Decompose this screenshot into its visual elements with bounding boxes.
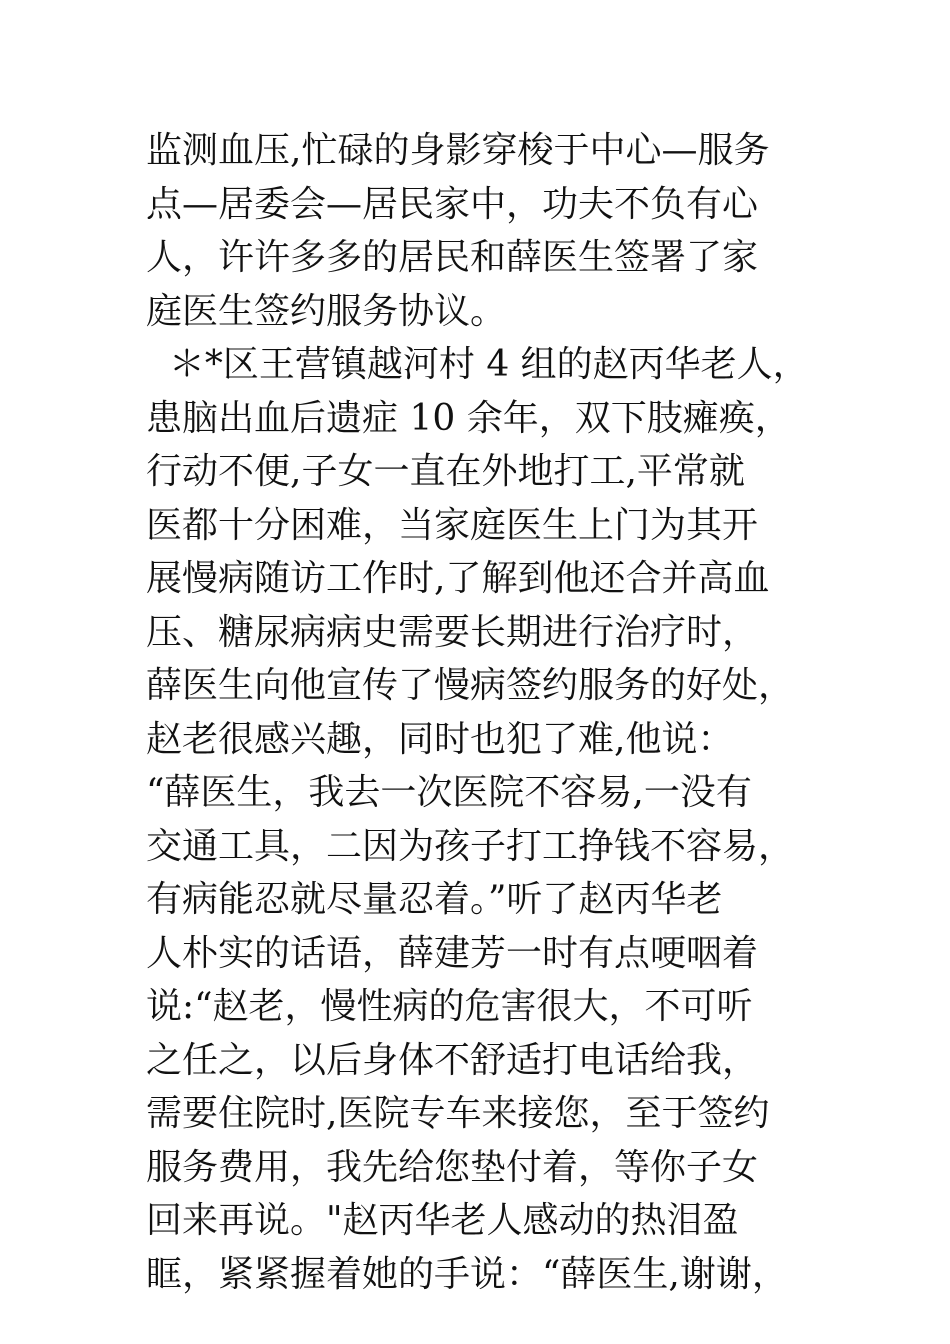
text-line: 赵老很感兴趣，同时也犯了难,他说： bbox=[146, 718, 734, 760]
text-line: “薛医生，我去一次医院不容易,一没有 bbox=[146, 772, 752, 813]
text-line: 眶，紧紧握着她的手说：“薛医生,谢谢， bbox=[146, 1253, 788, 1295]
text-line: 人朴实的话语，薛建芳一时有点哽咽着 bbox=[146, 932, 759, 974]
text-line: 压、糖尿病病史需要长期进行治疗时， bbox=[146, 611, 759, 653]
text-line: 交通工具，二因为孩子打工挣钱不容易， bbox=[146, 825, 795, 867]
body-text bbox=[146, 124, 846, 1301]
text-line: 监测血压,忙碌的身影穿梭于中心—服务 bbox=[146, 130, 770, 171]
text-line: 之任之，以后身体不舒适打电话给我， bbox=[146, 1039, 759, 1081]
text-line: 人，许许多多的居民和薛医生签署了家 bbox=[146, 237, 759, 278]
text-line: 展慢病随访工作时,了解到他还合并高血 bbox=[146, 558, 770, 599]
text-line: 薛医生向他宣传了慢病签约服务的好处， bbox=[146, 665, 795, 706]
text-line: 医都十分困难，当家庭医生上门为其开 bbox=[146, 504, 759, 546]
text-line: 需要住院时,医院专车来接您，至于签约 bbox=[146, 1093, 770, 1134]
text-line: 服务费用，我先给您垫付着，等你子女 bbox=[146, 1146, 759, 1188]
text-line: 庭医生签约服务协议。 bbox=[146, 290, 507, 332]
text-line: 回来再说。"赵丙华老人感动的热泪盈 bbox=[146, 1200, 739, 1241]
text-line: 有病能忍就尽量忍着。”听了赵丙华老 bbox=[146, 879, 723, 920]
text-line: 行动不便,子女一直在外地打工,平常就 bbox=[146, 451, 745, 492]
text-line: 患脑出血后遗症 10 余年，双下肢瘫痪， bbox=[146, 397, 791, 439]
text-line: ＊*区王营镇越河村 4 组的赵丙华老人， bbox=[146, 344, 809, 385]
text-line: 点—居委会—居民家中，功夫不负有心 bbox=[146, 183, 759, 225]
text-line: 说:“赵老，慢性病的危害很大，不可听 bbox=[146, 986, 753, 1027]
